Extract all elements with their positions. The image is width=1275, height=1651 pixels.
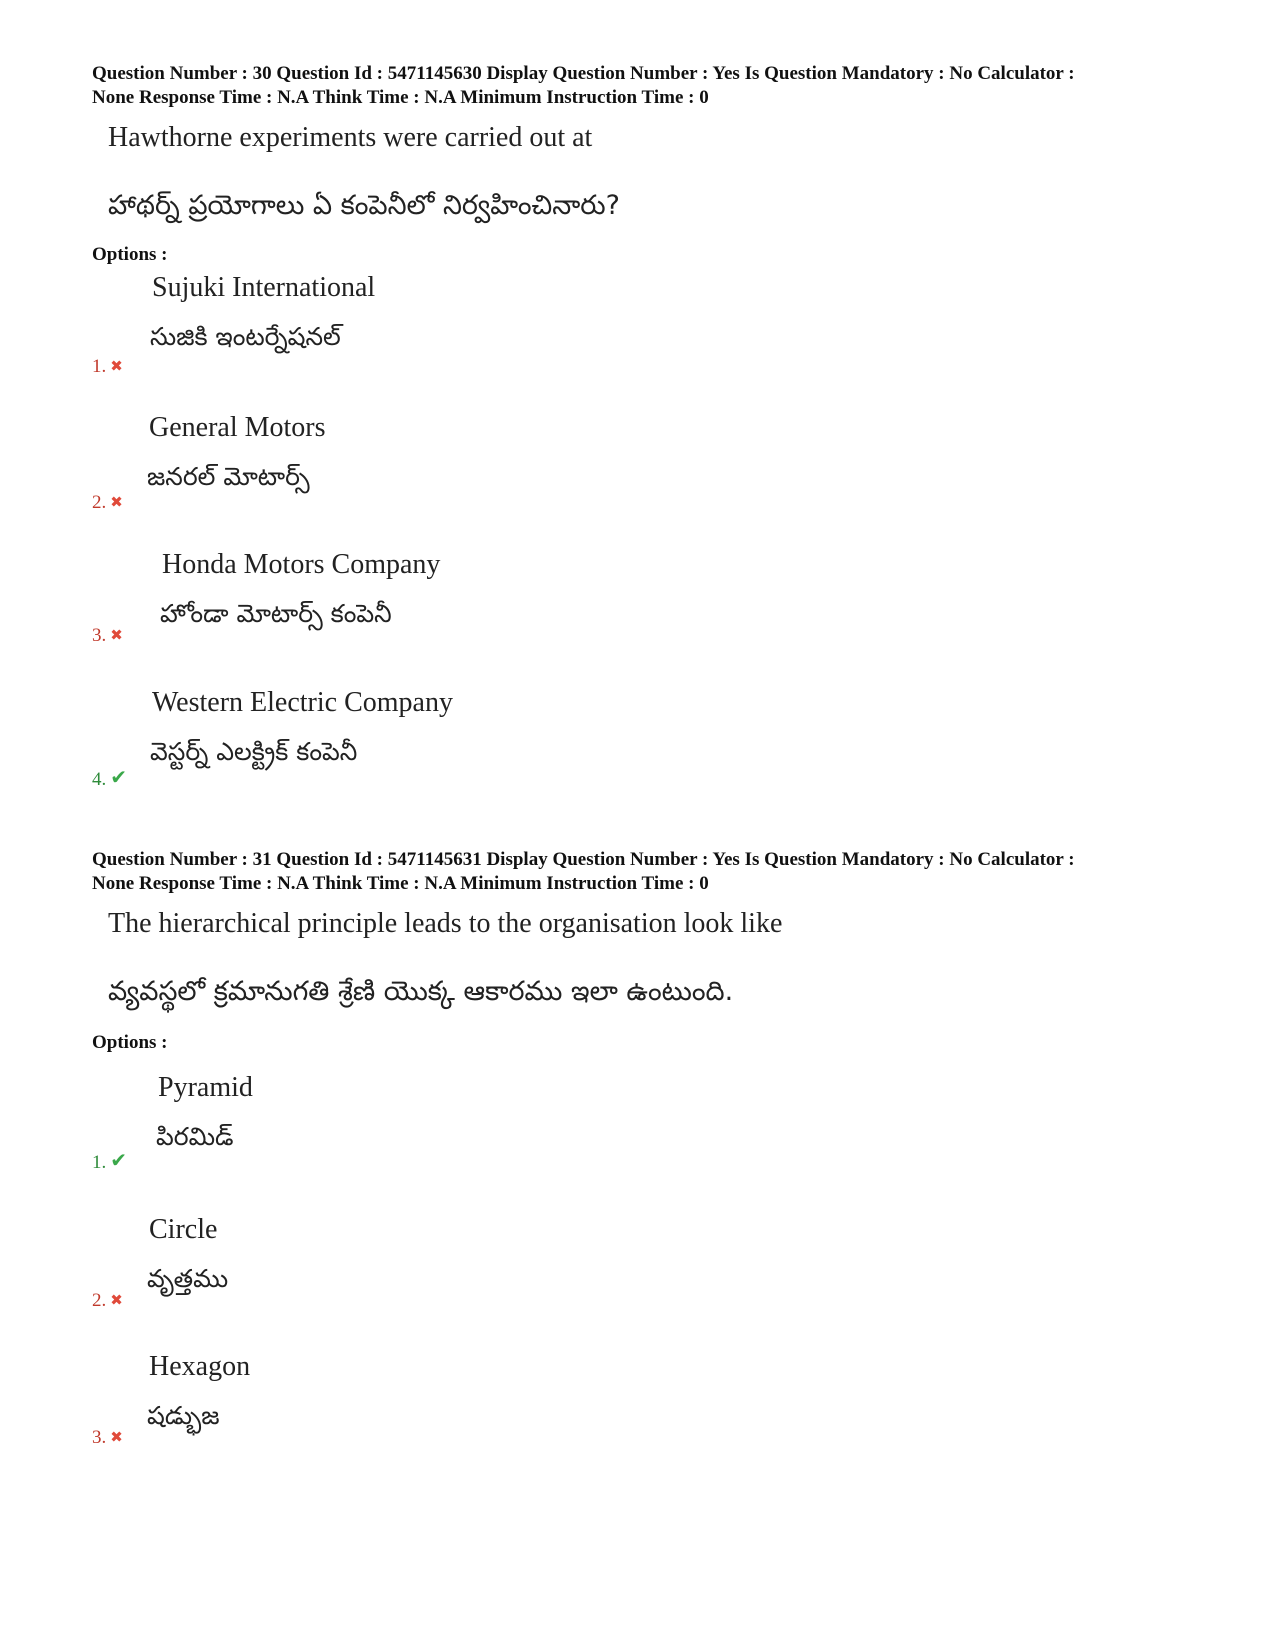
check-icon: ✔ — [110, 765, 128, 789]
option-number: 3. ✖ — [92, 1427, 123, 1448]
question-meta-line-1: Question Number : 31 Question Id : 5471145631 Display Question Number : Yes Is Question Mandatory : No Calculator : — [92, 849, 1075, 870]
option-number: 2. ✖ — [92, 1290, 123, 1311]
question-30 — [92, 62, 1202, 110]
question-meta-line-2: None Response Time : N.A Think Time : N.A Minimum Instruction Time : 0 — [92, 873, 709, 894]
option-item — [92, 410, 792, 530]
question-stem-english: Hawthorne experiments were carried out at — [108, 122, 593, 153]
option-text-english: Pyramid — [158, 1072, 253, 1103]
option-text-english: Honda Motors Company — [162, 549, 441, 580]
question-meta-line-2: None Response Time : N.A Think Time : N.A Minimum Instruction Time : 0 — [92, 87, 709, 108]
option-text-english: Hexagon — [149, 1351, 251, 1382]
check-icon: ✔ — [110, 1148, 128, 1172]
option-item — [92, 1349, 792, 1469]
option-text-english: Circle — [149, 1214, 218, 1245]
options-label: Options : — [92, 244, 168, 265]
option-item — [92, 685, 792, 805]
question-stem-english: The hierarchical principle leads to the organisation look like — [108, 908, 783, 939]
option-number: 4. ✔ — [92, 765, 128, 790]
option-text-telugu: సుజికి ఇంటర్నేషనల్ — [150, 322, 341, 351]
option-item — [92, 547, 792, 667]
option-text-telugu: వెస్టర్న్ ఎలక్ట్రిక్ కంపెనీ — [150, 737, 358, 766]
question-stem-telugu: వ్యవస్థలో క్రమానుగతి శ్రేణి యొక్క ఆకారము ఇలా ఉంటుంది. — [108, 976, 734, 1007]
option-text-english: Western Electric Company — [152, 687, 453, 718]
option-number: 3. ✖ — [92, 625, 123, 646]
option-number: 1. ✔ — [92, 1148, 128, 1173]
cross-icon: ✖ — [110, 1291, 123, 1309]
option-text-telugu: జనరల్ మోటార్స్ — [147, 462, 310, 491]
cross-icon: ✖ — [110, 357, 123, 375]
option-text-telugu: హోండా మోటార్స్ కంపెనీ — [160, 599, 392, 628]
option-number: 1. ✖ — [92, 356, 123, 377]
options-label: Options : — [92, 1032, 168, 1053]
option-text-telugu: షడ్భుజ — [147, 1401, 220, 1430]
question-stem-telugu: హాథర్న్ ప్రయోగాలు ఏ కంపెనీలో నిర్వహించినారు? — [108, 190, 620, 221]
option-item — [92, 270, 792, 390]
option-text-english: General Motors — [149, 412, 326, 443]
option-text-telugu: పిరమిడ్ — [156, 1122, 234, 1151]
option-item — [92, 1212, 792, 1332]
option-item — [92, 1070, 792, 1190]
question-31 — [92, 848, 1202, 896]
option-text-telugu: వృత్తము — [147, 1264, 229, 1293]
cross-icon: ✖ — [110, 493, 123, 511]
option-number: 2. ✖ — [92, 492, 123, 513]
cross-icon: ✖ — [110, 1428, 123, 1446]
cross-icon: ✖ — [110, 626, 123, 644]
question-meta-line-1: Question Number : 30 Question Id : 5471145630 Display Question Number : Yes Is Question Mandatory : No Calculator : — [92, 63, 1075, 84]
option-text-english: Sujuki International — [152, 272, 376, 303]
